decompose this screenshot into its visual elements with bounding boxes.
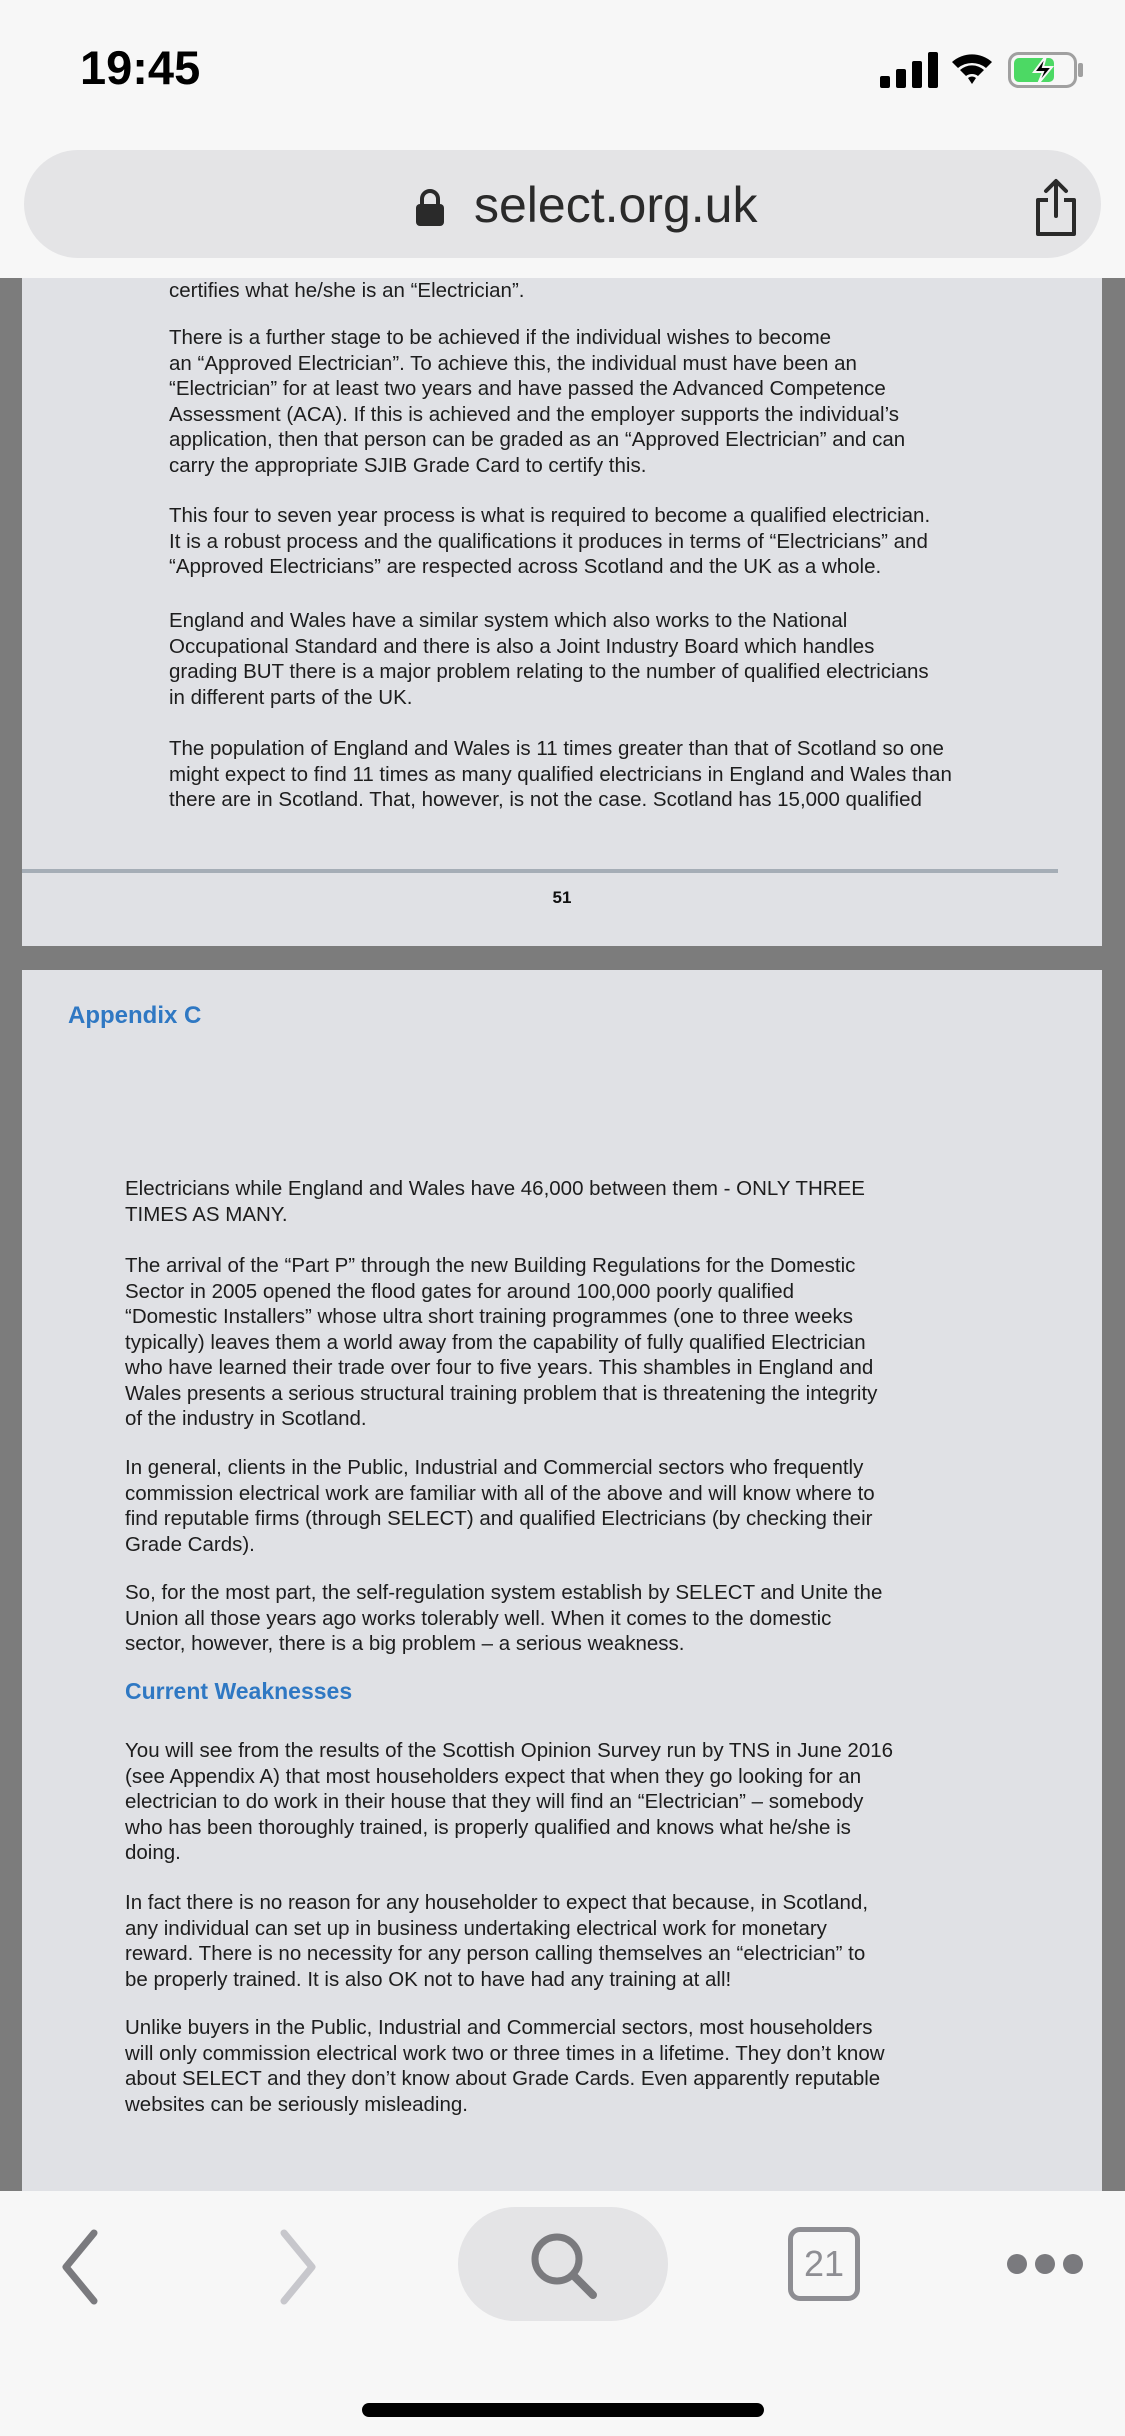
paragraph: Unlike buyers in the Public, Industrial and Commercial sectors, most householders will only commission electrical work two or three times in a lifetime. They don’t know about SELECT and they don’t know about Grade Cards. Even apparently reputable websites can be seriously misleading. — [125, 2016, 885, 2116]
search-button[interactable] — [458, 2207, 668, 2321]
forward-chevron-icon[interactable] — [276, 2227, 320, 2307]
paragraph: Electricians while England and Wales have 46,000 between them - ONLY THREE TIMES AS MANY. — [125, 1177, 865, 1226]
cellular-signal-icon — [880, 52, 940, 88]
search-icon — [525, 2227, 601, 2303]
paragraph: There is a further stage to be achieved if the individual wishes to become an “Approved Electrician”. To achieve this, the individual must have been an “Electrician” for at least two years and have passed the Advanced Competence Assessment (ACA). If this is achieved and the employer supports the individual’s application, then that person can be graded as an “Approved Electrician” and can carry the appropriate SJIB Grade Card to certify this. — [169, 326, 906, 477]
paragraph: certifies what he/she is an “Electrician”. — [169, 279, 525, 302]
paragraph: You will see from the results of the Scottish Opinion Survey run by TNS in June 2016 (see Appendix A) that most householders expect that when they go looking for an electrician to do work in their house that they will find an “Electrician” – somebody who has been thoroughly trained, is properly qualified and knows what he/she is doing. — [125, 1739, 894, 1864]
paragraph: England and Wales have a similar system which also works to the National Occupational Standard and there is also a Joint Industry Board which handles grading BUT there is a major problem relating to the number of qualified electricians in different parts of the UK. — [169, 609, 929, 709]
pdf-page-51 — [22, 278, 1102, 946]
browser-toolbar — [0, 2191, 1125, 2436]
section-heading: Current Weaknesses — [125, 1678, 353, 1704]
url-text[interactable]: select.org.uk — [474, 177, 758, 233]
paragraph: In fact there is no reason for any householder to expect that because, in Scotland, any individual can set up in business undertaking electrical work for monetary reward. There is no necessity for any person calling themselves an “electrician” to be properly trained. It is also OK not to have had any training at all! — [125, 1891, 869, 1991]
tabs-button[interactable] — [788, 2227, 860, 2301]
tab-count: 21 — [803, 2243, 845, 2284]
wifi-icon — [950, 50, 994, 88]
home-indicator — [362, 2403, 764, 2417]
back-chevron-icon[interactable] — [58, 2227, 102, 2307]
paragraph: The arrival of the “Part P” through the new Building Regulations for the Domestic Sector in 2005 opened the flood gates for around 100,000 poorly qualified “Domestic Installers” whose ultra short training programmes (one to three weeks typically) leaves them a world away from the capability of fully qualified Electrician who have learned their trade over four to five years. This shambles in England and Wales presents a serious structural training problem that is threatening the integrity of the industry in Scotland. — [125, 1254, 878, 1430]
paragraph: This four to seven year process is what is required to become a qualified electrician. It is a robust process and the qualifications it produces in terms of “Electricians” and “Approved Electricians” are respected across Scotland and the UK as a whole. — [169, 504, 931, 578]
document-viewer[interactable] — [0, 278, 1125, 2191]
share-icon[interactable] — [1030, 178, 1082, 238]
paragraph: In general, clients in the Public, Industrial and Commercial sectors who frequently commission electrical work are familiar with all of the above and will know where to find reputable firms (through SELECT) and qualified Electricians (by checking their Grade Cards). — [125, 1456, 875, 1556]
address-bar-area — [0, 140, 1125, 278]
address-bar[interactable] — [24, 150, 1101, 258]
lock-icon — [414, 188, 446, 228]
status-bar — [0, 0, 1125, 140]
paragraph: The population of England and Wales is 11 times greater than that of Scotland so one might expect to find 11 times as many qualified electricians in England and Wales than there are in Scotland. That, however, is not the case. Scotland has 15,000 qualified — [169, 737, 952, 811]
page-footer-rule — [22, 869, 1058, 873]
page-number: 51 — [552, 888, 572, 907]
pdf-page-appendix-c — [22, 970, 1102, 2191]
paragraph: So, for the most part, the self-regulation system establish by SELECT and Unite the Union all those years ago works tolerably well. When it comes to the domestic sector, however, there is a big problem – a serious weakness. — [125, 1581, 883, 1655]
appendix-title: Appendix C — [68, 1002, 202, 1029]
status-time: 19:45 — [80, 41, 201, 94]
more-options-icon[interactable] — [1005, 2251, 1085, 2277]
battery-charging-icon — [1008, 52, 1084, 88]
